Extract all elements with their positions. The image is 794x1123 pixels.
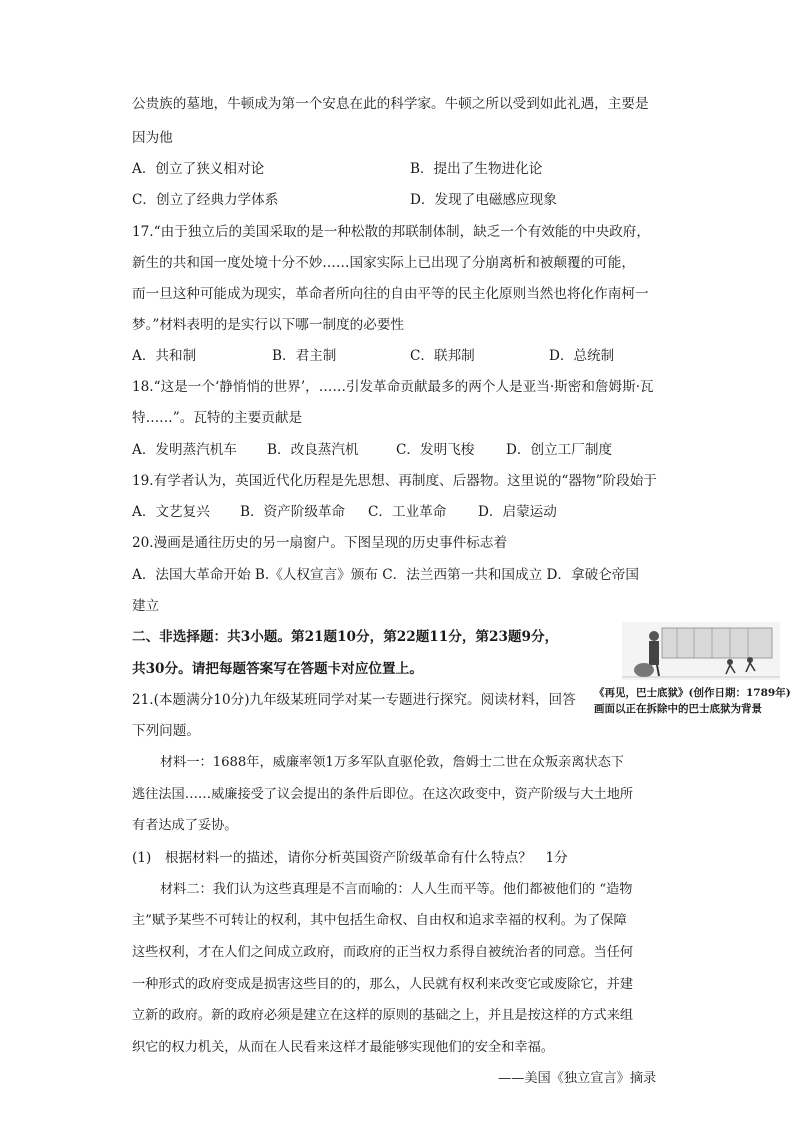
q17-stem-line1: 17.“由于独立后的美国采取的是一种松散的邦联制体制，缺乏一个有效能的中央政府， xyxy=(132,224,650,240)
bastille-cartoon-image xyxy=(622,622,780,680)
q17-option-a: A．共和制 xyxy=(132,348,197,364)
q19-option-c: C．工业革命 xyxy=(368,504,447,520)
q16-option-d: D．发现了电磁感应现象 xyxy=(410,192,557,208)
material-2-line6: 织它的权力机关，从而在人民看来这样才最能够实现他们的安全和幸福。 xyxy=(132,1040,554,1055)
material-1-line1: 材料一：1688年，威廉率领1万多军队直驱伦敦，詹姆士二世在众叛亲离状态下 xyxy=(160,755,624,770)
material-1-line2: 逃往法国……威廉接受了议会提出的条件后即位。在这次政变中，资产阶级与大土地所 xyxy=(132,787,634,802)
q17-stem-line2: 新生的共和国一度处境十分不妙……国家实际上已出现了分崩离析和被颠覆的可能， xyxy=(132,255,635,271)
q18-option-a: A．发明蒸汽机车 xyxy=(132,442,237,458)
section-2-heading-cont: 共30分。请把每题答案写在答题卡对应位置上。 xyxy=(132,661,423,677)
material-2-line4: 一种形式的政府变成是损害这些目的的，那么，人民就有权利来改变它或废除它，并建 xyxy=(132,977,634,992)
q17-option-d: D．总统制 xyxy=(549,348,615,364)
q18-option-c: C．发明飞梭 xyxy=(396,442,475,458)
material-2-source: ——美国《独立宣言》摘录 xyxy=(498,1071,657,1086)
material-2-line1: 材料二：我们认为这些真理是不言而喻的：人人生而平等。他们都被他们的 “造物 xyxy=(160,882,633,897)
q18-stem-line2: 特……”。瓦特的主要贡献是 xyxy=(132,410,303,426)
q16-option-b: B．提出了生物进化论 xyxy=(410,161,543,177)
q18-option-d: D．创立工厂制度 xyxy=(506,442,613,458)
q17-option-c: C．联邦制 xyxy=(410,348,475,364)
q19-option-a: A．文艺复兴 xyxy=(132,504,210,520)
q18-option-b: B．改良蒸汽机 xyxy=(267,442,359,458)
q20-stem: 20.漫画是通往历史的另一扇窗户。下图呈现的历史事件标志着 xyxy=(132,535,508,551)
q17-option-b: B．君主制 xyxy=(272,348,337,364)
q18-stem-line1: 18.“这是一个‘静悄悄的世界’，……引发革命贡献最多的两个人是亚当·斯密和詹姆斯·瓦 xyxy=(132,379,654,395)
material-2-line2: 主”赋予某些不可转让的权利，其中包括生命权、自由权和追求幸福的权利。为了保障 xyxy=(132,913,627,928)
material-1-line3: 有者达成了妥协。 xyxy=(132,818,238,833)
q20-options-cont: 建立 xyxy=(132,598,160,614)
q19-stem: 19.有学者认为，英国近代化历程是先思想、再制度、后器物。这里说的“器物”阶段始于 xyxy=(132,473,657,489)
material-2-line5: 立新的政府。新的政府必须是建立在这样的原则的基础之上，并且是按这样的方式来组 xyxy=(132,1008,634,1023)
q21-stem-line1: 21.(本题满分10分)九年级某班同学对某一专题进行探究。阅读材料，回答 xyxy=(132,692,576,708)
cartoon-caption-line1: 《再见，巴士底狱》(创作日期：1789年) xyxy=(594,687,791,699)
q17-stem-line4: 梦。”材料表明的是实行以下哪一制度的必要性 xyxy=(132,317,405,333)
q19-option-d: D．启蒙运动 xyxy=(478,504,557,520)
section-2-heading: 二、非选择题：共3小题。第21题10分，第22题11分，第23题9分， xyxy=(132,629,559,645)
q21-sub1: (1) 根据材料一的描述，请你分析英国资产阶级革命有什么特点？ 1分 xyxy=(132,850,568,866)
q21-stem-line2: 下列问题。 xyxy=(132,723,200,739)
q20-options: A．法国大革命开始 B.《人权宣言》颁布 C．法兰西第一共和国成立 D．拿破仑帝国 xyxy=(132,567,639,583)
q16-stem-line1: 公贵族的墓地，牛顿成为第一个安息在此的科学家。牛顿之所以受到如此礼遇，主要是 xyxy=(132,96,649,112)
q19-option-b: B．资产阶级革命 xyxy=(240,504,346,520)
q16-option-a: A．创立了狭义相对论 xyxy=(132,161,265,177)
cartoon-caption-line2: 画面以正在拆除中的巴士底狱为背景 xyxy=(594,703,762,715)
q16-option-c: C．创立了经典力学体系 xyxy=(132,192,279,208)
q16-stem-line2: 因为他 xyxy=(132,130,173,146)
material-2-line3: 这些权利，才在人们之间成立政府，而政府的正当权力系得自被统治者的同意。当任何 xyxy=(132,945,634,960)
q17-stem-line3: 而一旦这种可能成为现实，革命者所向往的自由平等的民主化原则当然也将化作南柯一 xyxy=(132,286,649,302)
